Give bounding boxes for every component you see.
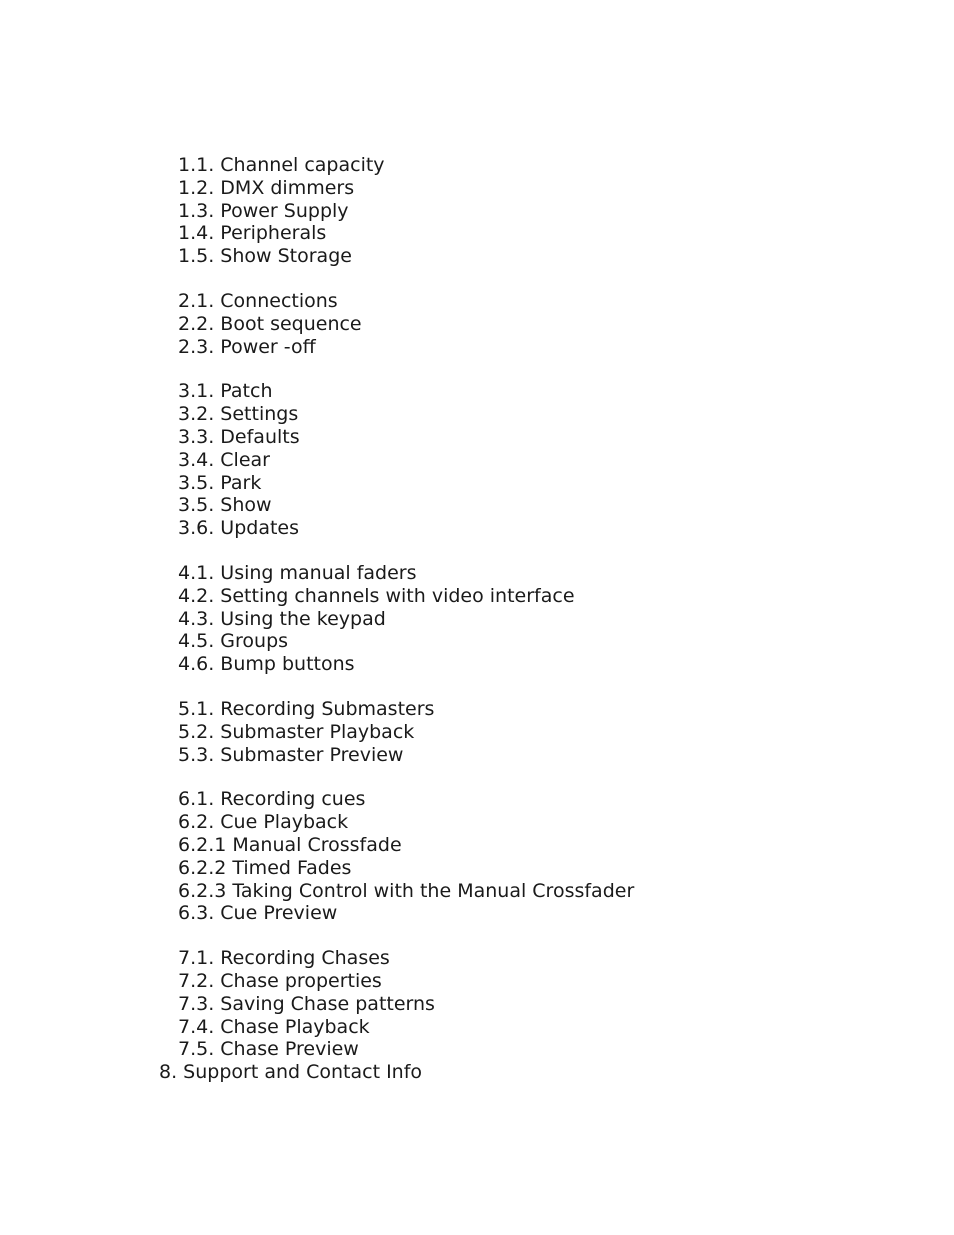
toc-entry: 1.3. Power Supply — [178, 199, 349, 222]
toc-entry: 6.1. Recording cues — [178, 788, 366, 811]
toc-entry: 7.2. Chase properties — [178, 969, 382, 992]
toc-section-3 — [0, 380, 954, 540]
toc-section-5 — [0, 698, 954, 766]
toc-entry: 2.2. Boot sequence — [178, 312, 362, 335]
toc-entry: 7.1. Recording Chases — [178, 947, 390, 970]
toc-section-4 — [0, 562, 954, 676]
toc-entry: 6.2.3 Taking Control with the Manual Crossfader — [178, 879, 635, 902]
toc-entry: 2.1. Connections — [178, 289, 338, 312]
toc-entry: 3.5. Show — [178, 494, 272, 517]
toc-entry: 5.3. Submaster Preview — [178, 743, 404, 766]
toc-entry: 4.1. Using manual faders — [178, 561, 417, 584]
toc-section-1 — [0, 154, 954, 268]
toc-entry: 2.3. Power -off — [178, 335, 316, 358]
toc-entry: 4.2. Setting channels with video interface — [178, 584, 575, 607]
toc-entry: 3.2. Settings — [178, 403, 299, 426]
toc-entry: 4.5. Groups — [178, 630, 289, 653]
toc-entry: 4.6. Bump buttons — [178, 653, 355, 676]
toc-entry: 3.1. Patch — [178, 380, 273, 403]
toc-entry: 5.1. Recording Submasters — [178, 697, 435, 720]
toc-entry: 3.6. Updates — [178, 517, 300, 540]
toc-entry: 7.5. Chase Preview — [178, 1038, 359, 1061]
toc-entry-support: 8. Support and Contact Info — [159, 1061, 423, 1084]
table-of-contents — [0, 154, 954, 1084]
toc-entry: 5.2. Submaster Playback — [178, 720, 415, 743]
toc-entry: 6.2.1 Manual Crossfade — [178, 833, 402, 856]
toc-section-6 — [0, 788, 954, 925]
toc-entry: 6.3. Cue Preview — [178, 902, 338, 925]
toc-entry: 1.1. Channel capacity — [178, 154, 385, 176]
toc-entry: 4.3. Using the keypad — [178, 607, 386, 630]
toc-entry: 3.4. Clear — [178, 448, 270, 471]
toc-entry: 7.4. Chase Playback — [178, 1015, 370, 1038]
toc-entry: 6.2.2 Timed Fades — [178, 856, 352, 879]
toc-entry: 1.2. DMX dimmers — [178, 176, 355, 199]
toc-entry: 1.4. Peripherals — [178, 222, 327, 245]
toc-entry: 6.2. Cue Playback — [178, 811, 349, 834]
toc-entry: 3.5. Park — [178, 471, 262, 494]
toc-entry: 1.5. Show Storage — [178, 245, 352, 268]
toc-section-2 — [0, 290, 954, 358]
toc-entry: 7.3. Saving Chase patterns — [178, 992, 435, 1015]
toc-entry: 3.3. Defaults — [178, 425, 300, 448]
toc-section-7 — [0, 947, 954, 1061]
